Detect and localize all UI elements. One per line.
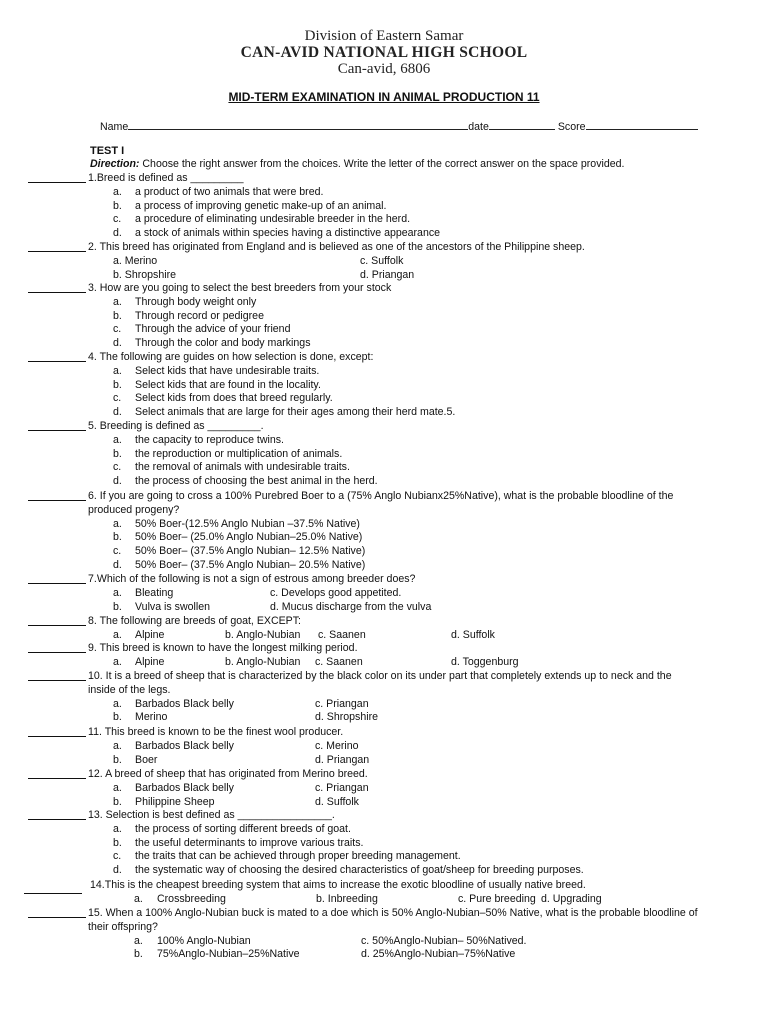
option-letter: c. xyxy=(113,850,122,863)
option-text: d. 25%Anglo-Nubian–75%Native xyxy=(361,948,516,961)
option-letter: b. xyxy=(113,711,122,724)
question-text: 7.Which of the following is not a sign of estrous among breeder does? xyxy=(88,573,416,585)
answer-blank[interactable] xyxy=(28,768,86,779)
answer-blank[interactable] xyxy=(28,172,86,183)
option-text: Bleating xyxy=(135,586,174,599)
question-text: 12. A breed of sheep that has originated from Merino breed. xyxy=(88,768,368,780)
question-2 xyxy=(0,241,768,282)
question-10 xyxy=(0,670,768,725)
option-letter: b. xyxy=(113,753,122,766)
option-letter: a. xyxy=(113,781,122,794)
option-letter: c. xyxy=(113,545,122,558)
option-letter: b. xyxy=(113,309,122,322)
question-6 xyxy=(0,490,768,573)
question-15 xyxy=(0,907,768,962)
score-field[interactable] xyxy=(586,120,698,130)
option-text: d. Suffolk xyxy=(315,795,359,808)
option-letter: a. xyxy=(113,739,122,752)
option-letter: a. xyxy=(113,586,122,599)
question-text: 9. This breed is known to have the longest milking period. xyxy=(88,642,358,654)
option-letter: a. xyxy=(113,295,122,308)
option-text: Select kids that have undesirable traits. xyxy=(135,364,320,377)
name-field[interactable] xyxy=(128,120,468,130)
option-text: a procedure of eliminating undesirable breeder in the herd. xyxy=(135,213,411,226)
option-letter: a. xyxy=(113,655,122,668)
option-text: 50% Boer– (25.0% Anglo Nubian–25.0% Native) xyxy=(135,531,363,544)
question-text: 6. If you are going to cross a 100% Purebred Boer to a (75% Anglo Nubianx25%Native), what is the probable bloodline of the produced progeny? xyxy=(88,490,674,516)
answer-blank[interactable] xyxy=(28,282,86,293)
option-text: the process of sorting different breeds of goat. xyxy=(135,822,351,835)
option-text: Through the color and body markings xyxy=(135,337,311,350)
option-text: Crossbreeding xyxy=(157,892,226,905)
option-text: Merino xyxy=(135,711,168,724)
option-letter: b. xyxy=(113,836,122,849)
school-address: Can-avid, 6806 xyxy=(337,61,431,77)
option-text: the traits that can be achieved through proper breeding management. xyxy=(135,850,461,863)
school-name: CAN-AVID NATIONAL HIGH SCHOOL xyxy=(240,44,528,61)
option-text: b. Inbreeding xyxy=(316,892,378,905)
option-text: d. Priangan xyxy=(360,268,415,281)
option-text: a process of improving genetic make-up of an animal. xyxy=(135,199,387,212)
direction-text: Choose the right answer from the choices. Write the letter of the correct answer on the space provided. xyxy=(139,158,625,170)
option-letter: a. xyxy=(113,364,122,377)
question-text: 11. This breed is known to be the finest wool producer. xyxy=(88,726,344,738)
option-text: a product of two animals that were bred. xyxy=(135,185,324,198)
question-14 xyxy=(0,879,768,907)
option-letter: c. xyxy=(113,392,122,405)
answer-blank[interactable] xyxy=(28,351,86,362)
answer-blank[interactable] xyxy=(28,809,86,820)
option-letter: a. xyxy=(113,822,122,835)
option-text: c. Merino xyxy=(315,739,359,752)
option-letter: c. xyxy=(113,323,122,336)
option-text: 50% Boer– (37.5% Anglo Nubian– 20.5% Native) xyxy=(135,558,366,571)
question-text: 5. Breeding is defined as _________. xyxy=(88,420,264,432)
option-text: Select kids from does that breed regularly. xyxy=(135,392,333,405)
question-text: 2. This breed has originated from England and is believed as one of the ancestors of the Philippine sheep. xyxy=(88,241,585,253)
question-4 xyxy=(0,351,768,420)
option-letter: b. xyxy=(113,378,122,391)
option-letter: b. xyxy=(113,795,122,808)
question-9 xyxy=(0,642,768,670)
option-text: a. Merino xyxy=(113,254,158,267)
option-text: Through body weight only xyxy=(135,295,257,308)
question-5 xyxy=(0,420,768,489)
question-text: 13. Selection is best defined as ________________. xyxy=(88,809,335,821)
option-letter: b. xyxy=(113,199,122,212)
answer-blank[interactable] xyxy=(28,490,86,501)
option-text: d. Shropshire xyxy=(315,711,379,724)
option-text: d. Toggenburg xyxy=(451,655,519,668)
question-text: 8. The following are breeds of goat, EXCEPT: xyxy=(88,615,301,627)
option-text: Through record or pedigree xyxy=(135,309,264,322)
option-text: c. Saanen xyxy=(318,628,366,641)
question-8 xyxy=(0,615,768,643)
date-field[interactable] xyxy=(489,120,555,130)
option-letter: b. xyxy=(113,600,122,613)
option-letter: d. xyxy=(113,406,122,419)
option-text: the useful determinants to improve various traits. xyxy=(135,836,364,849)
option-text: the systematic way of choosing the desired characteristics of goat/sheep for breeding purposes. xyxy=(135,864,584,877)
option-text: Barbados Black belly xyxy=(135,781,234,794)
option-text: c. 50%Anglo-Nubian– 50%Natived. xyxy=(361,934,527,947)
option-text: b. Anglo-Nubian xyxy=(225,628,301,641)
option-text: c. Suffolk xyxy=(360,254,404,267)
option-letter: a. xyxy=(134,934,143,947)
option-text: the capacity to reproduce twins. xyxy=(135,433,284,446)
question-11 xyxy=(0,726,768,767)
option-letter: d. xyxy=(113,558,122,571)
option-letter: b. xyxy=(113,447,122,460)
option-letter: c. xyxy=(113,213,122,226)
option-text: Select kids that are found in the locality. xyxy=(135,378,321,391)
option-text: b. Anglo-Nubian xyxy=(225,655,301,668)
option-text: c. Saanen xyxy=(315,655,363,668)
question-7 xyxy=(0,573,768,614)
option-text: Philippine Sheep xyxy=(135,795,215,808)
answer-blank[interactable] xyxy=(28,615,86,626)
option-text: the process of choosing the best animal in the herd. xyxy=(135,475,378,488)
option-text: the reproduction or multiplication of animals. xyxy=(135,447,343,460)
option-text: 50% Boer-(12.5% Anglo Nubian –37.5% Native) xyxy=(135,517,360,530)
option-letter: a. xyxy=(113,628,122,641)
option-text: 50% Boer– (37.5% Anglo Nubian– 12.5% Native) xyxy=(135,545,366,558)
option-letter: d. xyxy=(113,864,122,877)
answer-blank[interactable] xyxy=(28,670,86,681)
question-3 xyxy=(0,282,768,351)
exam-title: MID-TERM EXAMINATION IN ANIMAL PRODUCTION 11 xyxy=(228,90,540,104)
question-1 xyxy=(0,172,768,241)
question-text: 4. The following are guides on how selection is done, except: xyxy=(88,351,374,363)
option-letter: d. xyxy=(113,227,122,240)
question-text xyxy=(88,907,698,935)
option-letter: a. xyxy=(113,185,122,198)
answer-blank[interactable] xyxy=(28,907,86,918)
answer-blank[interactable] xyxy=(28,573,86,584)
option-text: d. Priangan xyxy=(315,753,370,766)
question-text: 3. How are you going to select the best breeders from your stock xyxy=(88,282,392,294)
score-label: Score xyxy=(557,121,586,133)
test-heading: TEST I xyxy=(90,145,125,157)
option-text: c. Develops good appetited. xyxy=(270,586,402,599)
option-letter: b. xyxy=(134,948,143,961)
option-text: b. Shropshire xyxy=(113,268,177,281)
option-text: a stock of animals within species having a distinctive appearance xyxy=(135,227,441,240)
option-text: c. Priangan xyxy=(315,697,369,710)
question-12 xyxy=(0,768,768,809)
option-text: Vulva is swollen xyxy=(135,600,210,613)
option-letter: c. xyxy=(113,461,122,474)
option-text: Through the advice of your friend xyxy=(135,323,291,336)
date-label: date xyxy=(468,121,489,133)
option-text: 100% Anglo-Nubian xyxy=(157,934,251,947)
question-text: 10. It is a breed of sheep that is characterized by the black color on its under part that completely extends up to neck and the inside of the legs. xyxy=(88,670,672,696)
option-letter: a. xyxy=(113,697,122,710)
option-letter: d. xyxy=(113,475,122,488)
option-text: d. Upgrading xyxy=(541,892,602,905)
name-label: Name xyxy=(100,121,129,133)
question-13 xyxy=(0,809,768,878)
option-text: Barbados Black belly xyxy=(135,739,234,752)
option-text: 75%Anglo-Nubian–25%Native xyxy=(157,948,300,961)
answer-blank[interactable] xyxy=(28,420,86,431)
question-text: 14.This is the cheapest breeding system that aims to increase the exotic bloodline of usually native breed. xyxy=(90,879,586,891)
option-text: d. Mucus discharge from the vulva xyxy=(270,600,432,613)
division-heading: Division of Eastern Samar xyxy=(304,28,464,44)
option-text: c. Pure breeding xyxy=(458,892,536,905)
option-letter: a. xyxy=(134,892,143,905)
option-text: c. Priangan xyxy=(315,781,369,794)
direction-label: Direction: xyxy=(90,158,140,170)
answer-blank[interactable] xyxy=(28,726,86,737)
option-letter: a. xyxy=(113,517,122,530)
direction xyxy=(90,158,624,172)
option-text: the removal of animals with undesirable traits. xyxy=(135,461,350,474)
option-letter: b. xyxy=(113,531,122,544)
student-info-line xyxy=(100,120,698,135)
option-text: Select animals that are large for their ages among their herd mate.5. xyxy=(135,406,456,419)
option-letter: d. xyxy=(113,337,122,350)
option-text: Barbados Black belly xyxy=(135,697,234,710)
answer-blank[interactable] xyxy=(28,241,86,252)
option-text: Alpine xyxy=(135,628,165,641)
question-text: 1.Breed is defined as _________ xyxy=(88,172,244,184)
option-text: d. Suffolk xyxy=(451,628,495,641)
question-text-content: 15. When a 100% Anglo-Nubian buck is mated to a doe which is 50% Anglo-Nubian–50% Native, what is the probable bloodline of their offspring? xyxy=(88,907,698,933)
answer-blank[interactable] xyxy=(28,642,86,653)
option-text: Boer xyxy=(135,753,158,766)
option-text: Alpine xyxy=(135,655,165,668)
option-letter: a. xyxy=(113,433,122,446)
